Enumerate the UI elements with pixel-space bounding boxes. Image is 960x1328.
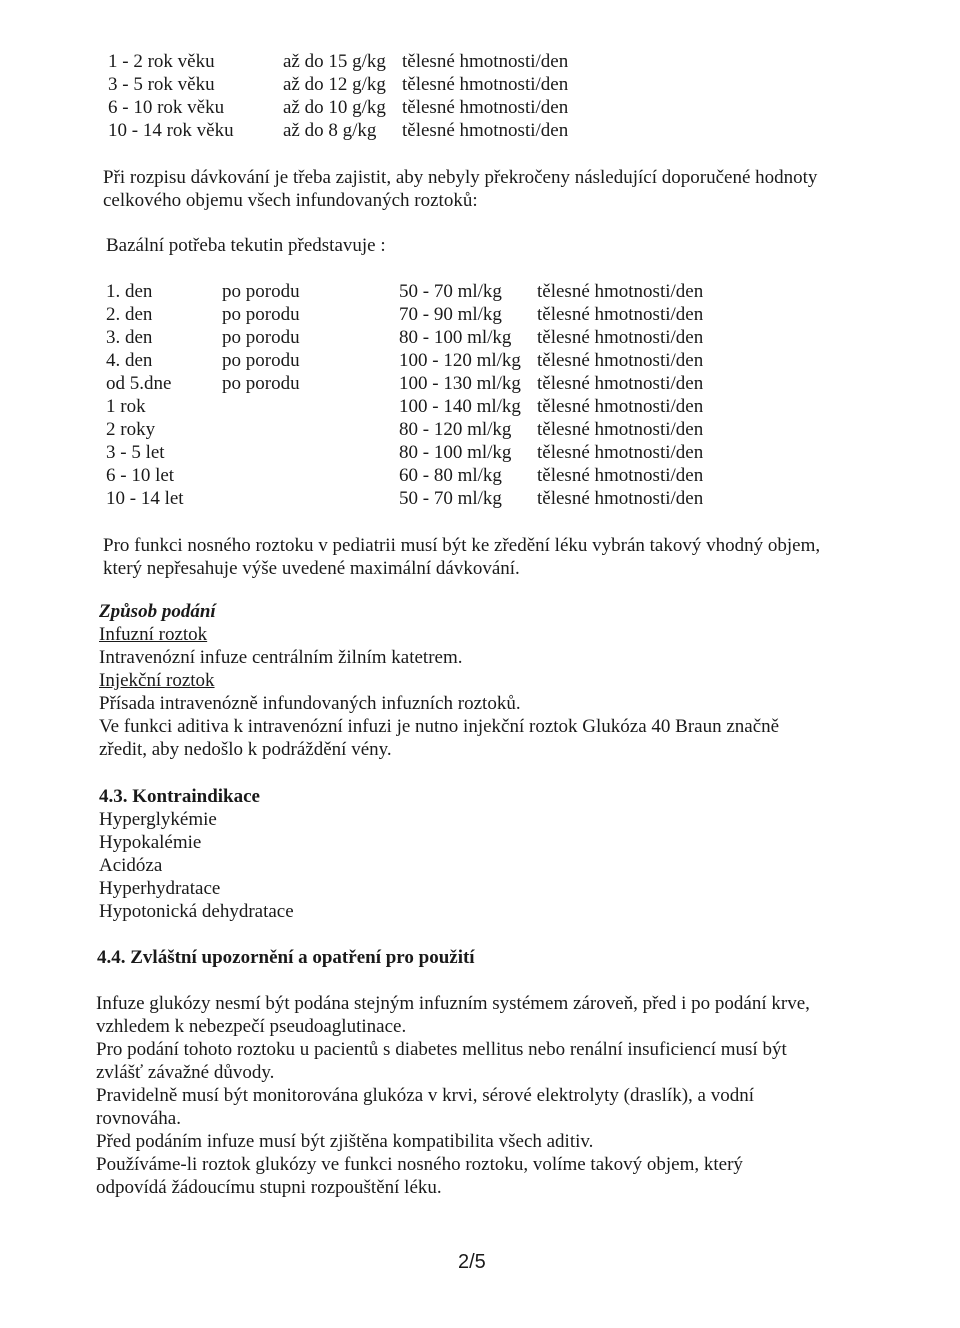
age-cell: 10 - 14 rok věku bbox=[108, 120, 234, 141]
when-cell: po porodu bbox=[222, 373, 300, 394]
infusion-heading: Infuzní roztok bbox=[99, 624, 208, 645]
paragraph-line: Při rozpisu dávkování je třeba zajistit, aby nebyly překročeny následující doporučené hodnoty bbox=[103, 167, 818, 188]
paragraph-line: Pro funkci nosného roztoku v pediatrii musí být ke zředění léku vybrán takový vhodný objem, bbox=[103, 535, 821, 556]
when-cell: po porodu bbox=[222, 327, 300, 348]
dose-cell: 60 - 80 ml/kg bbox=[399, 465, 502, 486]
paragraph-line: odpovídá žádoucímu stupni rozpouštění léku. bbox=[96, 1177, 442, 1198]
unit-cell: tělesné hmotnosti/den bbox=[402, 51, 569, 72]
list-item: Hyperglykémie bbox=[99, 809, 217, 830]
paragraph-line: Používáme-li roztok glukózy ve funkci nosného roztoku, volíme takový objem, který bbox=[96, 1154, 743, 1175]
when-cell: po porodu bbox=[222, 281, 300, 302]
injection-heading: Injekční roztok bbox=[99, 670, 215, 691]
dose-cell: 80 - 120 ml/kg bbox=[399, 419, 512, 440]
section-title: Zvláštní upozornění a opatření pro použití bbox=[130, 947, 475, 968]
day-cell: 1. den bbox=[106, 281, 153, 302]
section-number: 4.3. bbox=[99, 786, 128, 807]
unit-cell: tělesné hmotnosti/den bbox=[537, 419, 704, 440]
age-cell: 1 - 2 rok věku bbox=[108, 51, 215, 72]
dose-cell: až do 10 g/kg bbox=[283, 97, 386, 118]
intro-paragraph bbox=[103, 166, 893, 212]
dose-cell: 100 - 140 ml/kg bbox=[399, 396, 521, 417]
day-cell: 3. den bbox=[106, 327, 153, 348]
injection-line: Přísada intravenózně infundovaných infuzních roztoků. bbox=[99, 693, 521, 714]
day-cell: 2. den bbox=[106, 304, 153, 325]
section-title: Kontraindikace bbox=[132, 786, 260, 807]
paragraph-line: Pravidelně musí být monitorována glukóza v krvi, sérové elektrolyty (draslík), a vodní bbox=[96, 1085, 754, 1106]
injection-line: zředit, aby nedošlo k podráždění vény. bbox=[99, 739, 392, 760]
age-cell: 3 - 5 rok věku bbox=[108, 74, 215, 95]
unit-cell: tělesné hmotnosti/den bbox=[537, 350, 704, 371]
dose-cell: až do 15 g/kg bbox=[283, 51, 386, 72]
unit-cell: tělesné hmotnosti/den bbox=[537, 304, 704, 325]
paragraph-line: rovnováha. bbox=[96, 1108, 181, 1129]
list-item: Hypotonická dehydratace bbox=[99, 901, 294, 922]
paragraph-line: celkového objemu všech infundovaných roztoků: bbox=[103, 190, 478, 211]
section-heading bbox=[99, 785, 889, 808]
unit-cell: tělesné hmotnosti/den bbox=[402, 120, 569, 141]
day-cell: od 5.dne bbox=[106, 373, 172, 394]
list-item: Hypokalémie bbox=[99, 832, 202, 853]
dose-cell: 100 - 120 ml/kg bbox=[399, 350, 521, 371]
list-item: Hyperhydratace bbox=[99, 878, 221, 899]
infusion-text: Intravenózní infuze centrálním žilním katetrem. bbox=[99, 647, 463, 668]
dose-cell: až do 12 g/kg bbox=[283, 74, 386, 95]
dose-cell: až do 8 g/kg bbox=[283, 120, 377, 141]
paragraph-line: Infuze glukózy nesmí být podána stejným infuzním systémem zároveň, před i po podání krve, bbox=[96, 993, 810, 1014]
list-item: Acidóza bbox=[99, 855, 163, 876]
paragraph-line: zvlášť závažné důvody. bbox=[96, 1062, 275, 1083]
contraindications-section bbox=[99, 785, 889, 923]
dose-cell: 100 - 130 ml/kg bbox=[399, 373, 521, 394]
warnings-section bbox=[96, 992, 886, 1199]
when-cell: po porodu bbox=[222, 350, 300, 371]
dose-cell: 80 - 100 ml/kg bbox=[399, 327, 512, 348]
day-cell: 1 rok bbox=[106, 396, 146, 417]
day-cell: 10 - 14 let bbox=[106, 488, 184, 509]
dose-cell: 80 - 100 ml/kg bbox=[399, 442, 512, 463]
paragraph-line: vzhledem k nebezpečí pseudoaglutinace. bbox=[96, 1016, 407, 1037]
dose-cell: 70 - 90 ml/kg bbox=[399, 304, 502, 325]
unit-cell: tělesné hmotnosti/den bbox=[537, 327, 704, 348]
unit-cell: tělesné hmotnosti/den bbox=[537, 281, 704, 302]
section-heading bbox=[97, 946, 475, 969]
page-number: 2/5 bbox=[458, 1251, 486, 1273]
injection-line: Ve funkci aditiva k intravenózní infuzi je nutno injekční roztok Glukóza 40 Braun značně bbox=[99, 716, 780, 737]
when-cell: po porodu bbox=[222, 304, 300, 325]
day-cell: 6 - 10 let bbox=[106, 465, 175, 486]
day-cell: 3 - 5 let bbox=[106, 442, 165, 463]
paragraph-line: Pro podání tohoto roztoku u pacientů s diabetes mellitus nebo renální insuficiencí musí být bbox=[96, 1039, 787, 1060]
unit-cell: tělesné hmotnosti/den bbox=[402, 97, 569, 118]
unit-cell: tělesné hmotnosti/den bbox=[537, 373, 704, 394]
carrier-paragraph bbox=[103, 534, 893, 580]
paragraph-line: který nepřesahuje výše uvedené maximální dávkování. bbox=[103, 558, 520, 579]
administration-section bbox=[99, 600, 889, 761]
unit-cell: tělesné hmotnosti/den bbox=[402, 74, 569, 95]
basal-heading: Bazální potřeba tekutin představuje : bbox=[106, 235, 386, 256]
section-number: 4.4. bbox=[97, 947, 126, 968]
day-cell: 4. den bbox=[106, 350, 153, 371]
unit-cell: tělesné hmotnosti/den bbox=[537, 488, 704, 509]
day-cell: 2 roky bbox=[106, 419, 156, 440]
dose-cell: 50 - 70 ml/kg bbox=[399, 281, 502, 302]
age-cell: 6 - 10 rok věku bbox=[108, 97, 225, 118]
administration-heading: Způsob podání bbox=[99, 601, 216, 622]
dose-cell: 50 - 70 ml/kg bbox=[399, 488, 502, 509]
unit-cell: tělesné hmotnosti/den bbox=[537, 442, 704, 463]
unit-cell: tělesné hmotnosti/den bbox=[537, 396, 704, 417]
paragraph-line: Před podáním infuze musí být zjištěna kompatibilita všech aditiv. bbox=[96, 1131, 594, 1152]
unit-cell: tělesné hmotnosti/den bbox=[537, 465, 704, 486]
